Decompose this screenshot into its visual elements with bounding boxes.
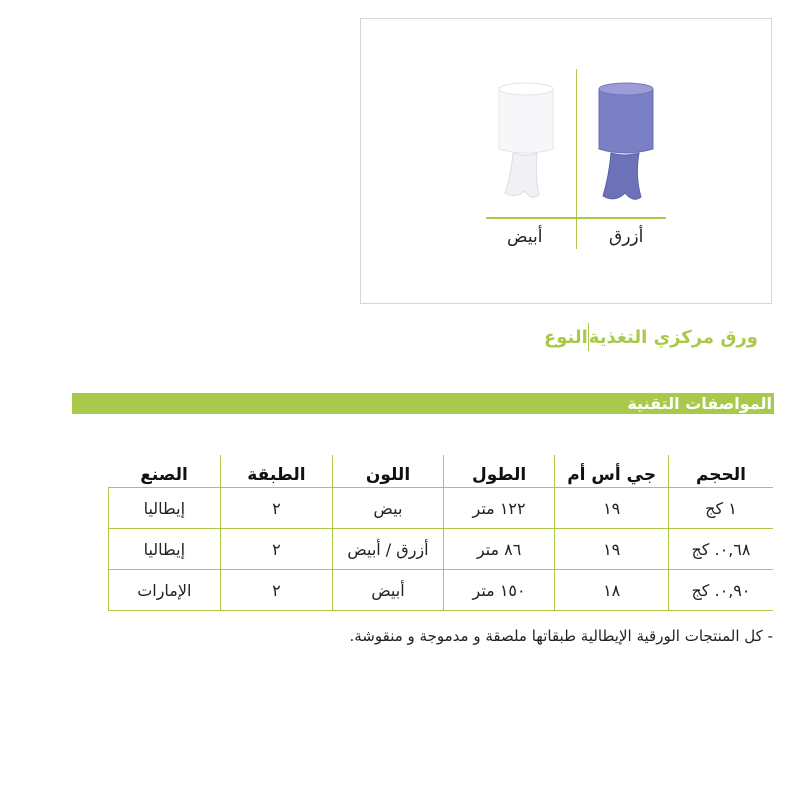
column-header: اللون xyxy=(333,455,444,488)
table-cell: بيض xyxy=(333,488,444,529)
table-cell: ٠,٦٨. كج xyxy=(668,529,773,570)
table-cell: إيطاليا xyxy=(109,529,221,570)
white-roll-label: أبيض xyxy=(507,227,543,247)
table-row xyxy=(109,570,774,611)
table-row xyxy=(109,529,774,570)
footnote-text: - كل المنتجات الورقية الإيطالية طبقاتها ملصقة و مدموجة و منقوشة. xyxy=(349,627,773,645)
table-cell: ١٢٢ متر xyxy=(443,488,555,529)
table-cell: ١٩ xyxy=(555,488,669,529)
table-cell: ٠,٩٠. كج xyxy=(668,570,773,611)
table-cell: ١٥٠ متر xyxy=(443,570,555,611)
product-image-panel xyxy=(360,18,772,304)
table-cell: ٢ xyxy=(220,570,333,611)
table-row xyxy=(109,488,774,529)
type-value: ورق مركزي التغذية xyxy=(588,326,758,348)
table-cell: ٢ xyxy=(220,488,333,529)
column-header: جي أس أم xyxy=(555,455,669,488)
table-cell: ١٩ xyxy=(555,529,669,570)
table-cell: الإمارات xyxy=(109,570,221,611)
product-type-row xyxy=(528,322,774,352)
specs-section-title: المواصفات التقنية xyxy=(72,393,774,414)
column-header: الحجم xyxy=(668,455,773,488)
image-vertical-divider xyxy=(576,69,577,249)
specs-table xyxy=(108,455,773,611)
column-header: الطبقة xyxy=(220,455,333,488)
column-header: الصنع xyxy=(109,455,221,488)
table-header-row xyxy=(109,455,774,488)
table-cell: ١٨ xyxy=(555,570,669,611)
blue-roll-label: أزرق xyxy=(609,227,644,247)
column-header: الطول xyxy=(443,455,555,488)
table-cell: ٢ xyxy=(220,529,333,570)
white-paper-roll-image xyxy=(491,81,561,206)
image-horizontal-divider xyxy=(486,217,666,219)
table-cell: ١ كج xyxy=(668,488,773,529)
table-cell: ٨٦ متر xyxy=(443,529,555,570)
table-cell: إيطاليا xyxy=(109,488,221,529)
blue-paper-roll-image xyxy=(591,81,661,206)
type-separator xyxy=(588,323,589,351)
type-label: النوع xyxy=(543,326,588,348)
table-cell: أبيض xyxy=(333,570,444,611)
table-cell: أزرق / أبيض xyxy=(333,529,444,570)
